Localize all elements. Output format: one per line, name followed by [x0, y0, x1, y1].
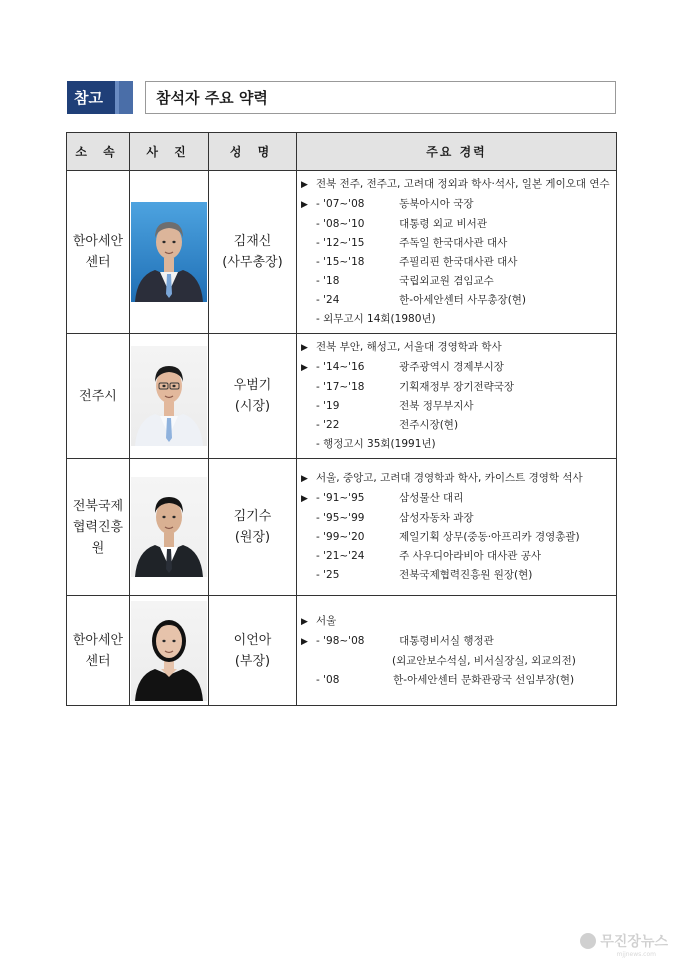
- triangle-bullet-icon: ▶: [301, 180, 308, 190]
- career-item: [301, 528, 616, 547]
- table-row: [67, 459, 617, 596]
- person-name: 우범기: [233, 378, 272, 393]
- career-item: [301, 416, 616, 435]
- career-role: 전북 정무부지사: [399, 400, 474, 412]
- column-header: 성 명: [209, 133, 297, 171]
- org-text: 센터: [85, 255, 111, 270]
- career-role: 삼성물산 대리: [399, 492, 464, 504]
- org-cell: [67, 334, 130, 459]
- career-role: 기획재정부 장기전략국장: [399, 381, 515, 393]
- dash: -: [316, 313, 324, 325]
- career-role: 외무고시 14회(1980년): [323, 313, 436, 325]
- career-period: '08~'10: [323, 218, 365, 230]
- career-period: '08: [323, 673, 340, 686]
- table-row: [67, 596, 617, 706]
- triangle-bullet-icon: ▶: [301, 363, 308, 373]
- name-cell: [209, 334, 297, 459]
- watermark-url: mjjnews.com: [616, 951, 656, 958]
- dash: -: [316, 550, 324, 562]
- career-role: 광주광역시 경제부시장: [399, 361, 504, 373]
- career-period: '18: [323, 275, 340, 287]
- dash: -: [316, 198, 324, 210]
- career-summary-text: 서울: [316, 614, 337, 627]
- photo-cell: [130, 459, 209, 596]
- career-role: 대통령 외교 비서관: [399, 218, 487, 230]
- triangle-bullet-icon: ▶: [301, 494, 308, 504]
- person-name: 김재신: [233, 234, 272, 249]
- career-role: 주독일 한국대사관 대사: [399, 237, 508, 249]
- career-item: [301, 253, 616, 272]
- career-summary: [301, 469, 616, 489]
- career-role: 행정고시 35회(1991년): [323, 438, 436, 450]
- watermark-logo-icon: [580, 933, 596, 949]
- watermark: [580, 931, 668, 951]
- watermark-text: 무진장뉴스: [600, 934, 668, 950]
- career-cell: [297, 596, 617, 706]
- portrait-photo: [131, 346, 207, 446]
- career-period: '24: [323, 294, 340, 306]
- career-period: '17~'18: [323, 381, 365, 393]
- career-summary-text: 전북 부안, 해성고, 서울대 경영학과 학사: [316, 341, 502, 353]
- org-cell: [67, 596, 130, 706]
- org-text: 센터: [85, 653, 111, 669]
- reference-tag-label: 참고: [74, 89, 103, 107]
- dash: -: [316, 218, 324, 230]
- career-item: [301, 291, 616, 310]
- career-item: [301, 489, 616, 509]
- career-role: 삼성자동차 과장: [399, 512, 474, 524]
- career-item: [301, 547, 616, 566]
- career-summary-text: 서울, 중앙고, 고려대 경영학과 학사, 카이스트 경영학 석사: [316, 472, 583, 484]
- career-item: [301, 272, 616, 291]
- photo-cell: [130, 596, 209, 706]
- career-cell: [297, 334, 617, 459]
- career-summary: [301, 612, 616, 632]
- dash: -: [316, 294, 324, 306]
- career-role: 한-아세안센터 문화관광국 선임부장(현): [393, 673, 575, 686]
- triangle-bullet-icon: ▶: [301, 616, 308, 627]
- career-summary: [301, 338, 616, 358]
- career-summary: [301, 175, 616, 195]
- career-role: 주필리핀 한국대사관 대사: [399, 256, 518, 268]
- org-text: 한아세안: [72, 632, 124, 648]
- career-role: 한-아세안센터 사무총장(현): [399, 294, 527, 306]
- career-role: 동북아시아 국장: [399, 198, 474, 210]
- name-cell: [209, 171, 297, 334]
- name-cell: [209, 596, 297, 706]
- career-period: '19: [323, 400, 340, 412]
- triangle-bullet-icon: ▶: [301, 474, 308, 484]
- person-title: (부장): [234, 653, 271, 669]
- section-title-text: 참석자 주요 약력: [156, 89, 268, 107]
- dash: -: [316, 361, 324, 373]
- person-title: (시장): [234, 399, 271, 414]
- career-role: 대통령비서실 행정관: [399, 634, 494, 647]
- career-cell: [297, 459, 617, 596]
- dash: -: [316, 275, 324, 287]
- career-role: 국립외교원 겸임교수: [399, 275, 494, 287]
- dash: -: [316, 419, 324, 431]
- career-role: 제일기획 상무(중동·아프리카 경영총괄): [399, 531, 580, 543]
- dash: -: [316, 438, 324, 450]
- dash: -: [316, 400, 324, 412]
- portrait-photo: [131, 601, 207, 701]
- table-row: [67, 171, 617, 334]
- dash: -: [316, 492, 324, 504]
- triangle-bullet-icon: ▶: [301, 636, 308, 647]
- dash: -: [316, 381, 324, 393]
- column-header: 소 속: [67, 133, 130, 171]
- person-title: (원장): [234, 530, 271, 545]
- column-header: 주요 경력: [297, 133, 617, 171]
- photo-cell: [130, 334, 209, 459]
- career-period: '99~'20: [323, 531, 365, 543]
- participants-table: [66, 132, 617, 706]
- career-item-continuation: (외교안보수석실, 비서실장실, 외교의전): [392, 654, 576, 667]
- dash: -: [316, 256, 324, 268]
- career-item: [301, 310, 616, 329]
- section-title: [145, 81, 616, 114]
- career-period: '21~'24: [323, 550, 365, 562]
- career-item: [301, 397, 616, 416]
- org-cell: [67, 459, 130, 596]
- portrait-photo: [131, 202, 207, 302]
- career-role: 주 사우디아라비아 대사관 공사: [399, 550, 542, 562]
- tag-accent: [119, 81, 133, 114]
- career-period: '91~'95: [323, 492, 365, 504]
- career-item: [301, 509, 616, 528]
- career-period: '07~'08: [323, 198, 365, 210]
- career-period: '15~'18: [323, 256, 365, 268]
- dash: -: [316, 673, 324, 686]
- column-header: 사 진: [130, 133, 209, 171]
- name-cell: [209, 459, 297, 596]
- career-period: '14~'16: [323, 361, 365, 373]
- career-role: 전북국제협력진흥원 원장(현): [399, 569, 533, 581]
- career-period: '95~'99: [323, 512, 365, 524]
- triangle-bullet-icon: ▶: [301, 343, 308, 353]
- org-cell: [67, 171, 130, 334]
- career-item: [301, 358, 616, 378]
- person-title: (사무총장): [222, 255, 283, 270]
- reference-tag: [67, 81, 133, 114]
- org-text: 전북국제: [72, 498, 124, 514]
- portrait-photo: [131, 477, 207, 577]
- section-header: [67, 81, 616, 114]
- dash: -: [316, 531, 324, 543]
- org-text: 협력진흥원: [72, 519, 124, 556]
- career-item: [301, 215, 616, 234]
- career-period: '98~'08: [323, 634, 365, 647]
- career-item: [301, 195, 616, 215]
- dash: -: [316, 237, 324, 249]
- career-period: '22: [323, 419, 340, 431]
- career-role: 전주시장(현): [399, 419, 459, 431]
- career-cell: [297, 171, 617, 334]
- career-summary-text: 전북 전주, 전주고, 고려대 정외과 학사·석사, 일본 게이오대 연수: [316, 178, 610, 190]
- career-period: '25: [323, 569, 340, 581]
- career-item: [301, 671, 616, 690]
- dash: -: [316, 569, 324, 581]
- career-item: [301, 234, 616, 253]
- career-item: [301, 632, 616, 652]
- org-text: 한아세안: [72, 234, 124, 249]
- table-header-row: [67, 133, 617, 171]
- dash: -: [316, 634, 324, 647]
- person-name: 김기수: [233, 509, 272, 524]
- career-item: [301, 566, 616, 585]
- photo-cell: [130, 171, 209, 334]
- person-name: 이언아: [233, 632, 272, 648]
- career-item: [301, 378, 616, 397]
- table-row: [67, 334, 617, 459]
- org-text: 전주시: [79, 388, 117, 404]
- career-period: '12~'15: [323, 237, 365, 249]
- career-item: [301, 435, 616, 454]
- triangle-bullet-icon: ▶: [301, 200, 308, 210]
- dash: -: [316, 512, 324, 524]
